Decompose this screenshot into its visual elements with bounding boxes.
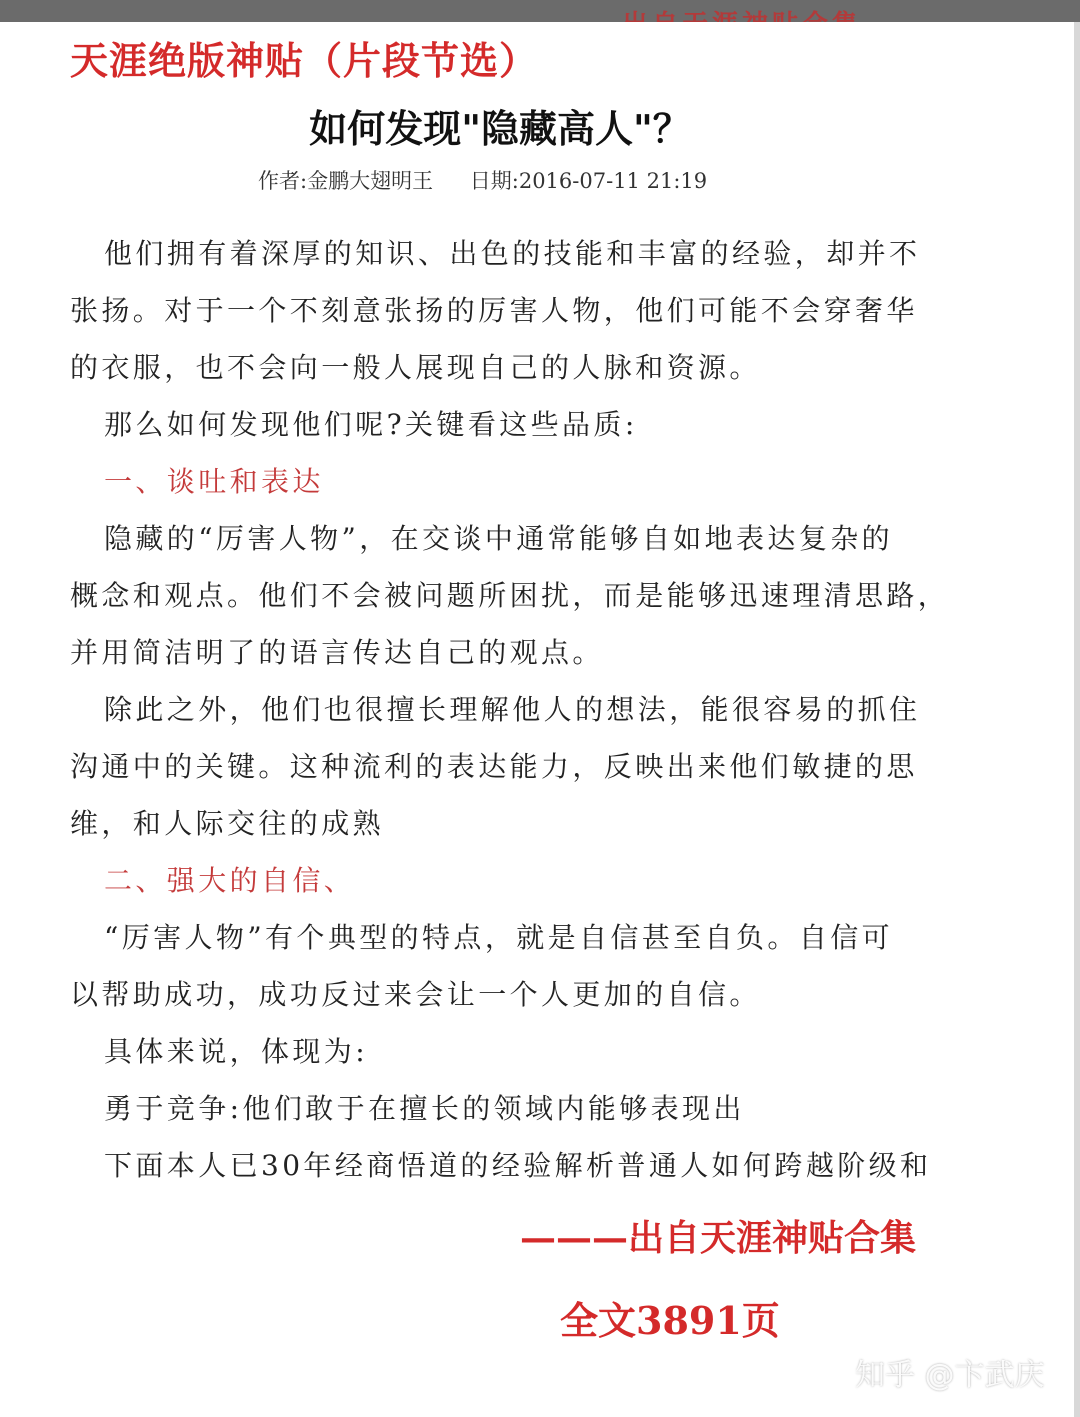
body-line: 具体来说，体现为: bbox=[104, 1035, 369, 1068]
body-line: 维，和人际交往的成熟 bbox=[70, 807, 385, 840]
section-heading-2: 二、强大的自信、 bbox=[104, 864, 356, 897]
byline bbox=[258, 165, 707, 195]
zhihu-watermark: 知乎 @卞武庆 bbox=[855, 1358, 1045, 1393]
top-strip bbox=[0, 0, 1080, 22]
post-date: 日期:2016-07-11 21:19 bbox=[469, 169, 708, 193]
body-line: 除此之外，他们也很擅长理解他人的想法，能很容易的抓住 bbox=[104, 693, 921, 726]
page-gutter bbox=[1074, 22, 1080, 1417]
body-line: 张扬。对于一个不刻意张扬的厉害人物，他们可能不会穿奢华 bbox=[70, 294, 918, 327]
page-count: 全文3891页 bbox=[560, 1298, 780, 1343]
body-line: 的衣服，也不会向一般人展现自己的人脉和资源。 bbox=[70, 351, 761, 384]
body-line: 他们拥有着深厚的知识、出色的技能和丰富的经验，却并不 bbox=[104, 237, 921, 270]
body-line: 勇于竞争:他们敢于在擅长的领域内能够表现出 bbox=[104, 1092, 745, 1125]
section-heading-1: 一、谈吐和表达 bbox=[104, 465, 324, 498]
body-line: 下面本人已30年经商悟道的经验解析普通人如何跨越阶级和 bbox=[104, 1149, 932, 1182]
body-line: “厉害人物”有个典型的特点，就是自信甚至自负。自信可 bbox=[104, 921, 894, 954]
source-attribution: ———出自天涯神贴合集 bbox=[520, 1217, 917, 1259]
body-line: 沟通中的关键。这种流利的表达能力，反映出来他们敏捷的思 bbox=[70, 750, 918, 783]
body-line: 并用简洁明了的语言传达自己的观点。 bbox=[70, 636, 604, 669]
body-line: 那么如何发现他们呢?关键看这些品质: bbox=[104, 408, 638, 441]
body-line: 隐藏的“厉害人物”，在交谈中通常能够自如地表达复杂的 bbox=[104, 522, 894, 555]
document-title: 如何发现"隐藏高人"？ bbox=[309, 107, 691, 151]
author: 作者:金鹏大翅明王 bbox=[258, 169, 434, 193]
body-line: 以帮助成功，成功反过来会让一个人更加的自信。 bbox=[70, 978, 761, 1011]
body-line: 概念和观点。他们不会被问题所困扰，而是能够迅速理清思路， bbox=[70, 579, 950, 612]
red-header-title: 天涯绝版神贴（片段节选） bbox=[70, 38, 539, 83]
